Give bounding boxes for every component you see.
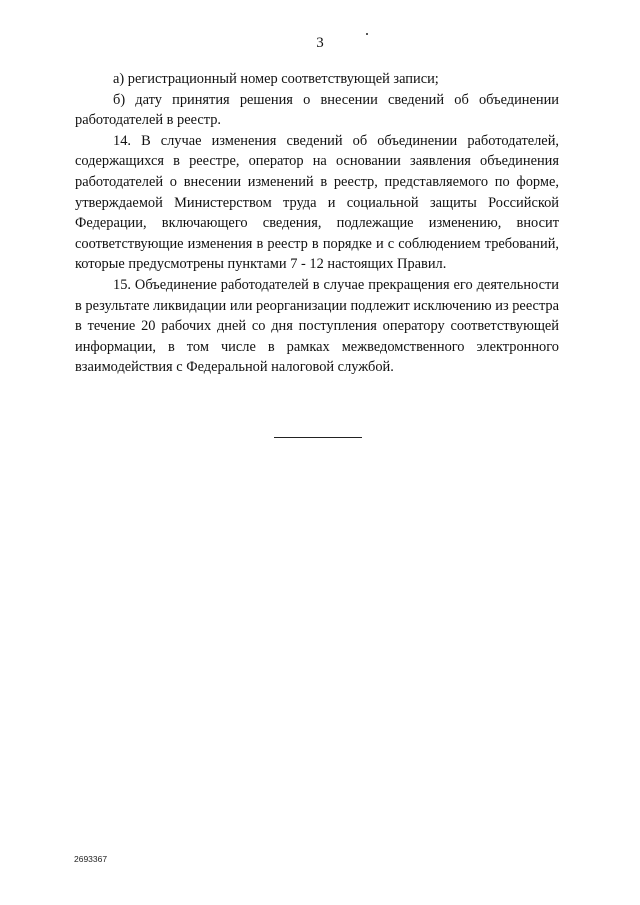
- paragraph-b: б) дату принятия решения о внесении сведений об объединении работодателей в реестр.: [75, 91, 559, 129]
- scan-dot: [366, 33, 368, 35]
- end-divider: [274, 437, 362, 438]
- paragraph-15: 15. Объединение работодателей в случае прекращения его деятельности в результате ликвидации или реорганизации подлежит исключению из реестра в течение 20 рабочих дней со дня поступления оператору соответствующей информации, в том числе в рамках межведомственного электронного взаимодействия с Федеральной налоговой службой.: [75, 276, 559, 376]
- document-body: [75, 69, 559, 378]
- paragraph-14: 14. В случае изменения сведений об объединении работодателей, содержащихся в реестре, оператор на основании заявления объединения работодателей о внесении изменений в реестр, представляемого по форме, утверждаемой Министерством труда и социальной защиты Российской Федерации, включающего сведения, подлежащие изменению, вносит соответствующие изменения в реестр в порядке и с соблюдением требований, которые предусмотрены пунктами 7 - 12 настоящих Правил.: [75, 132, 559, 273]
- document-code: 2693367: [74, 854, 108, 864]
- page-number: 3: [316, 35, 324, 51]
- paragraph-a: а) регистрационный номер соответствующей записи;: [113, 71, 439, 87]
